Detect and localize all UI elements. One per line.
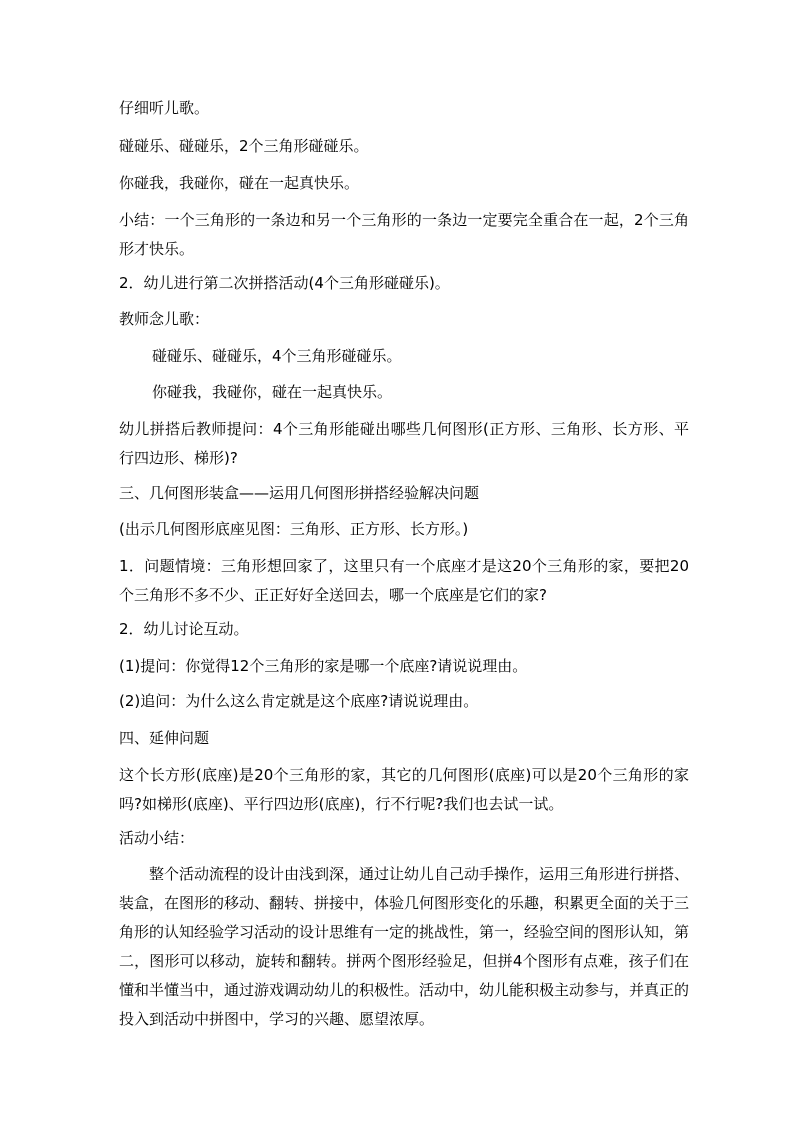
paragraph-listen-song: 仔细听儿歌。 xyxy=(119,99,210,117)
paragraph-question-1: (1)提问：你觉得12个三角形的家是哪一个底座?请说说理由。 xyxy=(119,657,528,675)
paragraph-question-2: (2)追问：为什么这么肯定就是这个底座?请说说理由。 xyxy=(119,692,479,710)
paragraph-extension: 这个长方形(底座)是20个三角形的家，其它的几何图形(底座)可以是20个三角形的家吗?如梯形(底座)、平行四边形(底座)，行不行呢?我们也去试一试。 xyxy=(119,766,689,813)
paragraph-teacher-recites: 教师念儿歌： xyxy=(119,310,210,328)
section-heading-4: 四、延伸问题 xyxy=(119,729,210,747)
paragraph-activity-summary: 整个活动流程的设计由浅到深，通过让幼儿自己动手操作，运用三角形进行拼搭、装盒，在图形的移动、翻转、拼接中，体验几何图形变化的乐趣，积累更全面的关于三角形的认知经验学习活动的设计思维有一定的挑战性，第一，经验空间的图形认知，第二，图形可以移动，旋转和翻转。拼两个图形经验足，但拼4个图形有点难，孩子们在懂和半懂当中，通过游戏调动幼儿的积极性。活动中，幼儿能积极主动参与，并真正的投入到活动中拼图中，学习的兴趣、愿望浓厚。 xyxy=(119,865,690,1028)
paragraph-activity-summary-label: 活动小结： xyxy=(119,829,195,847)
paragraph-song-line-2: 你碰我，我碰你，碰在一起真快乐。 xyxy=(119,174,360,192)
paragraph-show-bases: (出示几何图形底座见图：三角形、正方形、长方形。) xyxy=(119,520,469,538)
section-heading-3: 三、几何图形装盒——运用几何图形拼搭经验解决问题 xyxy=(119,484,480,502)
paragraph-discussion: 2．幼儿讨论互动。 xyxy=(119,620,249,638)
paragraph-song-line-4: 你碰我，我碰你，碰在一起真快乐。 xyxy=(152,383,393,401)
paragraph-step-2: 2．幼儿进行第二次拼搭活动(4个三角形碰碰乐)。 xyxy=(119,274,450,292)
paragraph-song-line-1: 碰碰乐、碰碰乐，2个三角形碰碰乐。 xyxy=(119,137,369,155)
paragraph-problem-scenario: 1．问题情境：三角形想回家了，这里只有一个底座才是这20个三角形的家，要把20个三角形不多不少、正正好好全送回去，哪一个底座是它们的家? xyxy=(119,557,689,604)
paragraph-summary-1: 小结：一个三角形的一条边和另一个三角形的一条边一定要完全重合在一起，2个三角形才快乐。 xyxy=(119,211,689,258)
paragraph-song-line-3: 碰碰乐、碰碰乐，4个三角形碰碰乐。 xyxy=(152,347,402,365)
paragraph-teacher-question: 幼儿拼搭后教师提问：4个三角形能碰出哪些几何图形(正方形、三角形、长方形、平行四边形、梯形)? xyxy=(119,420,689,467)
